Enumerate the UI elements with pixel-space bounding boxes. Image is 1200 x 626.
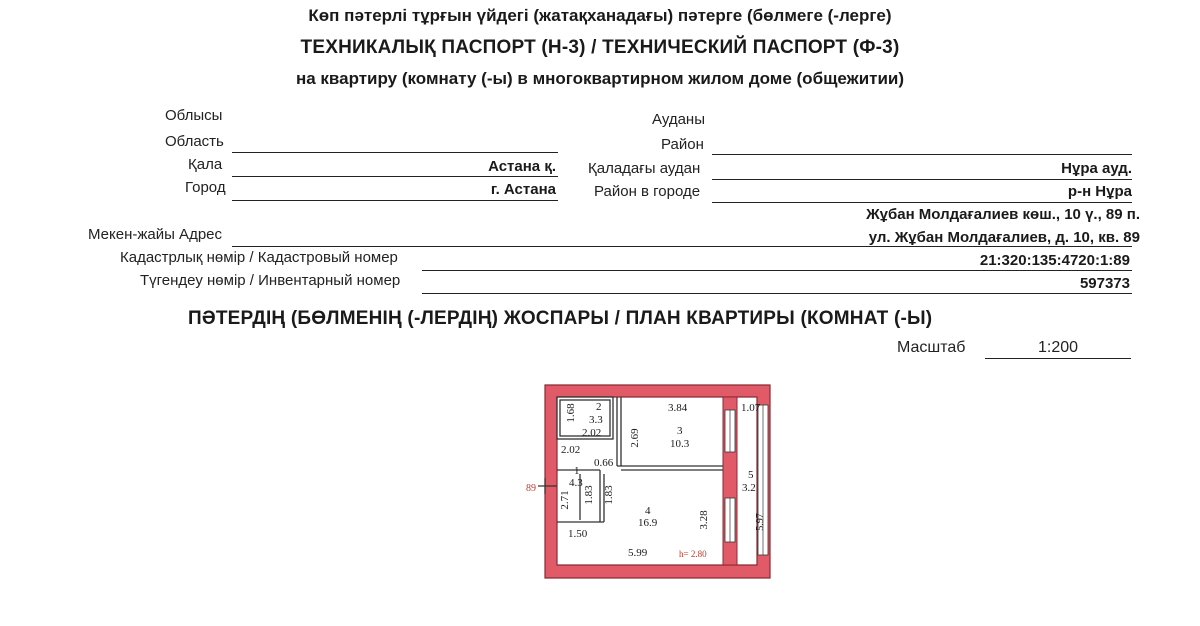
dim-5-99: 5.99	[628, 547, 648, 559]
room-4-number: 4	[645, 505, 651, 517]
city-district-label-kz: Қаладағы аудан	[588, 160, 701, 177]
dim-2-71: 2.71	[559, 490, 571, 510]
dim-0-66: 0.66	[594, 457, 614, 469]
document-title: ТЕХНИКАЛЫҚ ПАСПОРТ (Н-3) / ТЕХНИЧЕСКИЙ ПАСПОРТ (Ф-3)	[300, 37, 900, 58]
dim-1-68: 1.68	[565, 403, 577, 423]
inventory-value: 597373	[1079, 275, 1130, 292]
dim-1-07: 1.07	[741, 402, 761, 414]
dim-5-97: 5.97	[755, 513, 766, 531]
cadastral-label: Кадастрлық нөмір / Кадастровый номер	[120, 249, 398, 266]
interior-walls	[557, 397, 723, 522]
dim-1-50: 1.50	[568, 528, 588, 540]
oblys-label-kz: Облысы	[165, 107, 223, 124]
dim-1-83-hall: 1.83	[583, 485, 595, 505]
city-district-label-ru: Район в городе	[594, 183, 701, 200]
header-line-3: на квартиру (комнату (-ы) в многоквартирном жилом доме (общежитии)	[295, 69, 905, 88]
dim-2-02-bath: 2.02	[582, 427, 602, 439]
raion-label-ru: Район	[661, 136, 704, 153]
city-value-kz: Астана қ.	[488, 158, 556, 175]
dim-1-83-room: 1.83	[603, 485, 615, 505]
room-5-number: 5	[748, 469, 754, 481]
cadastral-value: 21:320:135:4720:1:89	[979, 252, 1130, 269]
dim-2-02-hall: 2.02	[561, 444, 581, 456]
ceiling-height-note: h= 2.80	[679, 549, 707, 559]
kala-label-kz: Қала	[188, 156, 223, 173]
room-5-area: 3.2	[742, 482, 756, 494]
room-1-number: 1	[574, 465, 580, 477]
room-1-area: 4.3	[569, 477, 583, 489]
city-value-ru: г. Астана	[490, 181, 556, 198]
room-3-area: 10.3	[670, 438, 690, 450]
scale-value: 1:200	[1037, 339, 1079, 356]
room-2-area: 3.3	[589, 414, 603, 426]
inventory-label: Түгендеу нөмір / Инвентарный номер	[140, 272, 401, 289]
dim-3-84: 3.84	[668, 402, 688, 414]
address-value-kz: Жұбан Молдағалиев көш., 10 ү., 89 п.	[866, 206, 1140, 223]
apartment-number-marker: 89	[526, 483, 536, 494]
address-value-ru: ул. Жұбан Молдағалиев, д. 10, кв. 89	[868, 229, 1140, 246]
room-3-number: 3	[677, 425, 683, 437]
plan-title: ПӘТЕРДІҢ (БӨЛМЕНІҢ (-ЛЕРДІҢ) ЖОСПАРЫ / ПЛАН КВАРТИРЫ (КОМНАТ (-Ы)	[188, 308, 933, 329]
audany-label-kz: Ауданы	[652, 111, 705, 128]
dim-2-69: 2.69	[629, 428, 641, 448]
city-district-value-ru: р-н Нұра	[1067, 183, 1132, 200]
scale-label: Масштаб	[897, 339, 966, 356]
city-district-value-kz: Нұра ауд.	[1061, 160, 1132, 177]
room-4-area: 16.9	[638, 517, 658, 529]
dim-3-28: 3.28	[698, 510, 710, 530]
address-label: Мекен-жайы Адрес	[88, 226, 223, 243]
header-line-1: Көп пәтерлі тұрғын үйдегі (жатақханадағы) пәтерге (бөлмеге (-лерге)	[308, 6, 892, 25]
oblast-label-ru: Область	[165, 133, 224, 150]
room-2-number: 2	[596, 401, 602, 413]
gorod-label-ru: Город	[185, 179, 226, 196]
